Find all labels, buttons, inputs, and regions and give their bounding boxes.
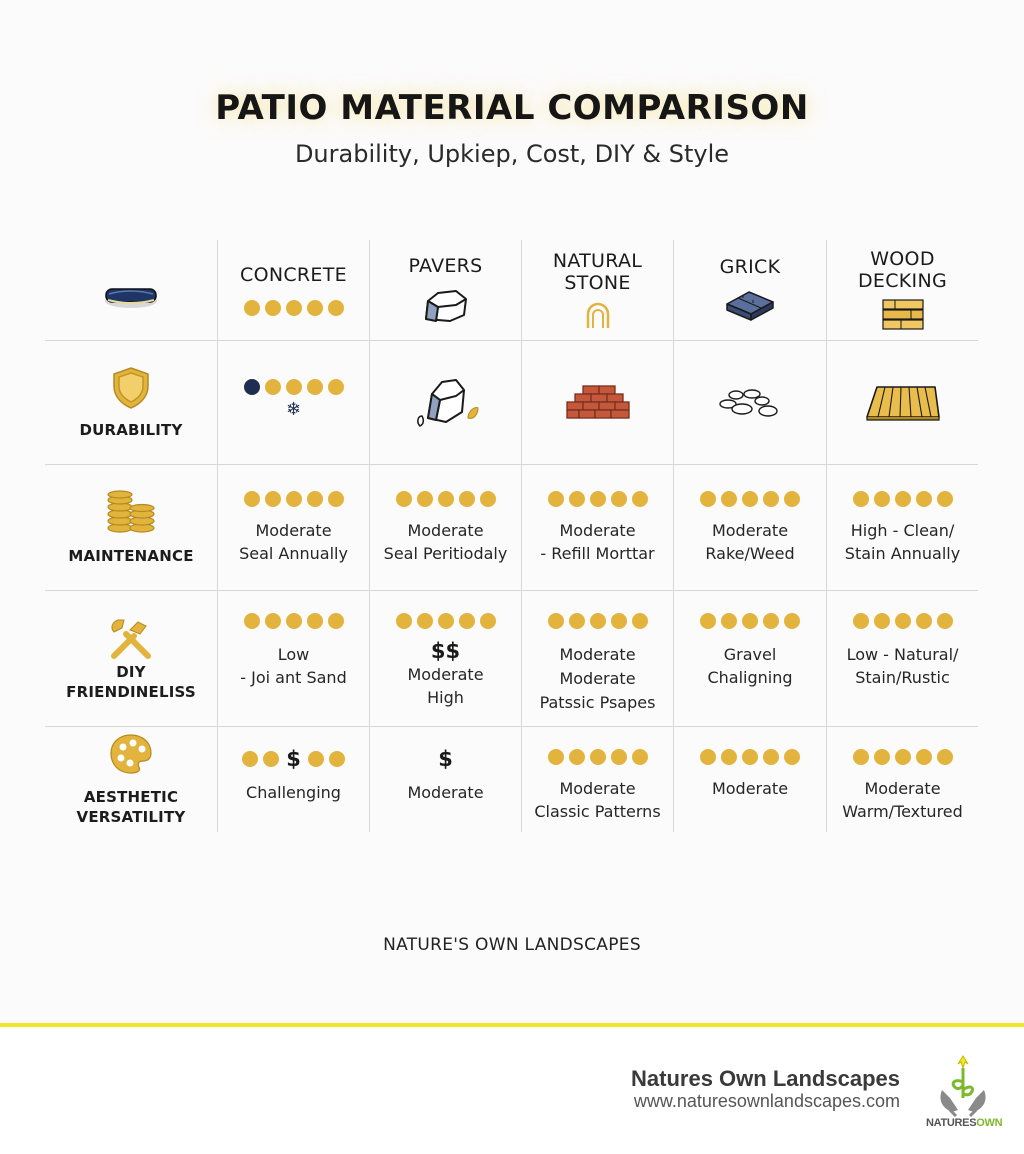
cell-text: Moderate Warm/Textured bbox=[842, 779, 963, 821]
diy-grick-cell bbox=[673, 591, 826, 727]
diy-natural-stone-cell bbox=[521, 591, 673, 727]
cell-text: Moderate Rake/Weed bbox=[705, 520, 795, 563]
diy-concrete-cell bbox=[217, 591, 369, 727]
pebbles-icon bbox=[718, 387, 782, 419]
dots-with-snowflake-icon bbox=[244, 379, 344, 395]
maintenance-pavers-cell bbox=[369, 465, 521, 591]
diy-wood-decking-cell bbox=[826, 591, 978, 727]
brick-stack-icon bbox=[563, 383, 633, 423]
cell-text: Moderate High bbox=[407, 665, 484, 707]
cell-text: Moderate Classic Patterns bbox=[534, 779, 661, 821]
column-name: CONCRETE bbox=[240, 264, 347, 286]
shield-icon bbox=[111, 366, 151, 410]
maintenance-wood-decking-cell bbox=[826, 465, 978, 591]
dots-rating-icon bbox=[853, 491, 953, 507]
column-name: PAVERS bbox=[408, 255, 483, 277]
cell-text: Low - Joi ant Sand bbox=[240, 645, 347, 687]
comparison-table bbox=[45, 240, 978, 832]
arch-icon bbox=[584, 300, 612, 330]
wood-planks-icon bbox=[881, 298, 925, 332]
row-label-text: AESTHETIC VERSATILITY bbox=[76, 787, 186, 826]
dots-rating-icon bbox=[244, 491, 344, 507]
rock-with-leaves-icon bbox=[406, 372, 486, 434]
snowflake-icon: ❄ bbox=[285, 399, 302, 420]
cell-text: Moderate Seal Peritiodaly bbox=[383, 520, 508, 563]
column-header-grick bbox=[673, 240, 826, 341]
page-subtitle: Durability, Upkiep, Cost, DIY & Style bbox=[294, 140, 730, 168]
company-logo-icon bbox=[926, 1050, 1003, 1150]
palette-icon bbox=[109, 733, 153, 775]
diy-pavers-cell bbox=[369, 591, 521, 727]
row-label-diy-friendliness bbox=[45, 591, 217, 727]
aesthetic-pavers-cell bbox=[369, 727, 521, 832]
cell-text: Moderate - Refill Morttar bbox=[540, 520, 655, 563]
row-label-maintenance bbox=[45, 465, 217, 591]
durability-grick-cell bbox=[673, 341, 826, 465]
cell-text: Challenging bbox=[246, 783, 341, 802]
company-name: Natures Own Landscapes bbox=[631, 1066, 900, 1091]
dots-rating-icon bbox=[244, 613, 344, 629]
durability-natural-stone-cell bbox=[521, 341, 673, 465]
durability-pavers-cell bbox=[369, 341, 521, 465]
column-header-pavers bbox=[369, 240, 521, 341]
page-title: PATIO MATERIAL COMPARISON bbox=[215, 88, 809, 128]
cell-text: Gravel Chaligning bbox=[707, 645, 793, 687]
row-label-aesthetic-versatility bbox=[45, 727, 217, 832]
column-name: WOOD DECKING bbox=[857, 248, 947, 292]
dots-rating-icon bbox=[548, 491, 648, 507]
cell-text: Moderate bbox=[711, 779, 789, 798]
tools-icon bbox=[108, 616, 154, 660]
column-header-wood-decking bbox=[826, 240, 978, 341]
maintenance-natural-stone-cell bbox=[521, 465, 673, 591]
aesthetic-natural-stone-cell bbox=[521, 727, 673, 832]
durability-wood-decking-cell bbox=[826, 341, 978, 465]
brand-line: NATURE'S OWN LANDSCAPES bbox=[383, 935, 641, 955]
coins-icon bbox=[104, 490, 158, 534]
website-link[interactable]: www.naturesownlandscapes.com bbox=[633, 1091, 900, 1111]
cell-text: Moderate Moderate Patssic Psapes bbox=[539, 645, 656, 712]
maintenance-grick-cell bbox=[673, 465, 826, 591]
dots-rating-icon bbox=[396, 613, 496, 629]
row-label-text: DURABILITY bbox=[79, 420, 183, 439]
row-label-text: DIY FRIENDINELISS bbox=[66, 662, 196, 701]
dots-rating-icon bbox=[700, 613, 800, 629]
cost-indicator: $ bbox=[286, 747, 301, 771]
dots-rating-icon bbox=[853, 613, 953, 629]
durability-concrete-cell bbox=[217, 341, 369, 465]
dots-rating-icon bbox=[548, 749, 648, 765]
header-corner-cell bbox=[45, 240, 217, 341]
cost-indicator: $ bbox=[438, 747, 453, 771]
cell-text: Moderate bbox=[407, 783, 484, 802]
column-header-natural-stone bbox=[521, 240, 673, 341]
cell-text: Low - Natural/ Stain/Rustic bbox=[846, 645, 959, 687]
cost-indicator: $$ bbox=[430, 639, 461, 663]
dots-rating-icon bbox=[700, 491, 800, 507]
maintenance-concrete-cell bbox=[217, 465, 369, 591]
column-name: NATURAL STONE bbox=[552, 250, 643, 294]
aesthetic-wood-decking-cell bbox=[826, 727, 978, 832]
cell-text: Moderate Seal Annually bbox=[239, 520, 348, 563]
dots-rating-icon bbox=[548, 613, 648, 629]
column-header-concrete bbox=[217, 240, 369, 341]
concrete-slab-icon bbox=[103, 284, 159, 310]
paver-stone-icon bbox=[420, 285, 472, 325]
dots-rating-icon bbox=[244, 300, 344, 316]
row-label-durability bbox=[45, 341, 217, 465]
wood-deck-icon bbox=[865, 383, 941, 423]
aesthetic-concrete-cell bbox=[217, 727, 369, 832]
aesthetic-grick-cell bbox=[673, 727, 826, 832]
brick-tile-icon bbox=[723, 286, 777, 324]
logo-wordmark: NATURESOWN bbox=[926, 1117, 1003, 1129]
dots-with-dollar-icon bbox=[242, 747, 345, 771]
dots-rating-icon bbox=[396, 491, 496, 507]
column-name: GRICK bbox=[719, 256, 781, 278]
dots-rating-icon bbox=[853, 749, 953, 765]
cell-text: High - Clean/ Stain Annually bbox=[844, 520, 961, 563]
row-label-text: MAINTENANCE bbox=[68, 546, 194, 565]
dots-rating-icon bbox=[700, 749, 800, 765]
